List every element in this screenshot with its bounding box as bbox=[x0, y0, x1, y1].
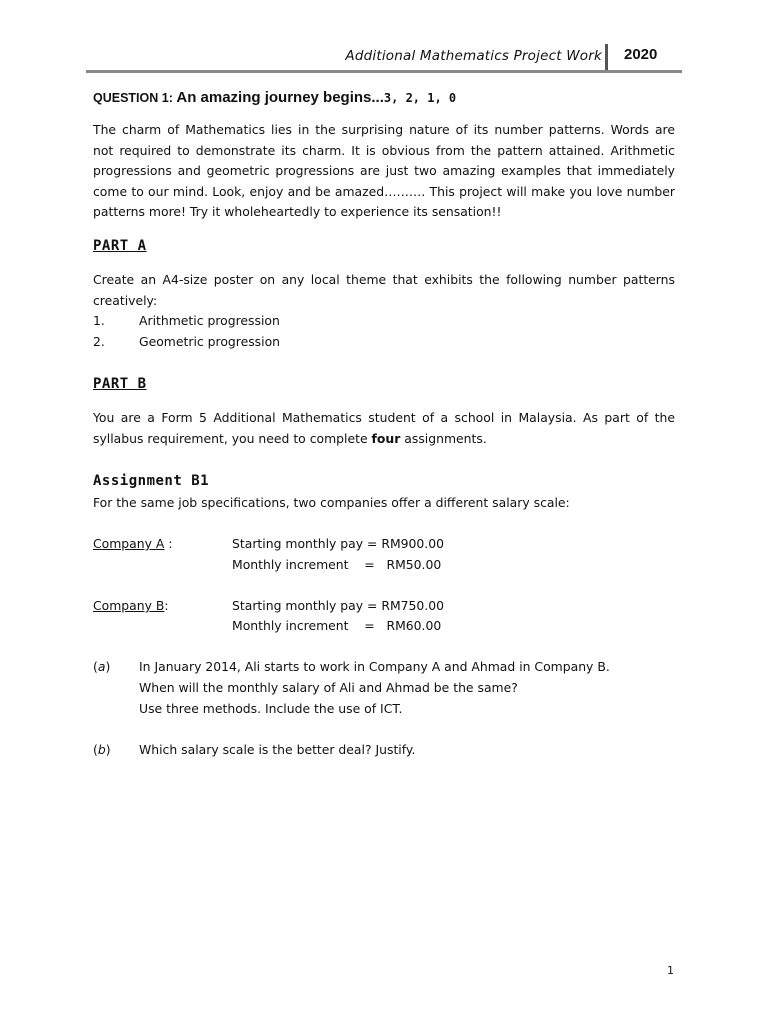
company-b-label bbox=[93, 596, 169, 617]
question-b-line: Which salary scale is the better deal? Justify. bbox=[139, 742, 416, 757]
assignment-b1-intro: For the same job specifications, two companies offer a different salary scale: bbox=[93, 495, 570, 510]
question-a-line: When will the monthly salary of Ali and Ahmad be the same? bbox=[139, 680, 518, 695]
list-item-number: 2. bbox=[93, 334, 105, 349]
part-b-line: You are a Form 5 Additional Mathematics student of a school in Malaysia. As part of the bbox=[93, 410, 675, 425]
company-b-name: Company B bbox=[93, 598, 165, 613]
company-b-increment: Monthly increment = RM60.00 bbox=[232, 618, 442, 633]
question-a-letter: a bbox=[97, 659, 106, 674]
part-b-emphasis: four bbox=[371, 430, 401, 446]
assignment-b1-heading: Assignment B1 bbox=[93, 473, 210, 489]
intro-line: patterns more! Try it wholeheartedly to experience its sensation!! bbox=[93, 204, 502, 220]
question-b-letter: b bbox=[97, 742, 106, 757]
question-label: QUESTION 1: bbox=[93, 91, 173, 105]
question-b-marker bbox=[93, 740, 139, 761]
question-a-line: Use three methods. Include the use of ICT. bbox=[139, 701, 403, 716]
question-a-close: ) bbox=[105, 659, 111, 674]
company-a-suffix: : bbox=[164, 536, 173, 551]
question-b-open: ( bbox=[93, 742, 98, 757]
list-item-text: Arithmetic progression bbox=[139, 313, 280, 328]
list-item-text: Geometric progression bbox=[139, 334, 281, 349]
part-a-heading: PART A bbox=[93, 238, 147, 254]
question-title: An amazing journey begins... bbox=[176, 89, 384, 106]
intro-line: come to our mind. Look, enjoy and be amazed………. This project will make you love number bbox=[93, 183, 675, 199]
question-heading bbox=[93, 89, 456, 106]
header-year: 2020 bbox=[624, 46, 658, 63]
header-title: Additional Mathematics Project Work bbox=[345, 48, 602, 64]
company-a-label bbox=[93, 534, 173, 555]
question-countdown: 3, 2, 1, 0 bbox=[383, 91, 457, 105]
list-item bbox=[93, 332, 280, 353]
intro-line: progressions and geometric progressions are just two amazing examples that immediately bbox=[93, 163, 675, 179]
intro-line: The charm of Mathematics lies in the surprising nature of its number patterns. Words are bbox=[93, 122, 675, 137]
company-a-name: Company A bbox=[93, 536, 165, 551]
list-item-number: 1. bbox=[93, 313, 105, 328]
part-a-line: creatively: bbox=[93, 292, 158, 308]
part-b-line-text: syllabus requirement, you need to complete bbox=[93, 430, 372, 446]
list-item bbox=[93, 311, 280, 332]
question-a-open: ( bbox=[93, 659, 98, 674]
question-a-line: In January 2014, Ali starts to work in Company A and Ahmad in Company B. bbox=[139, 659, 610, 674]
part-b-heading: PART B bbox=[93, 376, 147, 392]
part-b-line-text: assignments. bbox=[400, 430, 487, 446]
company-b-starting: Starting monthly pay = RM750.00 bbox=[232, 598, 445, 613]
company-b-suffix: : bbox=[164, 598, 169, 613]
part-a-line: Create an A4-size poster on any local theme that exhibits the following number patterns bbox=[93, 272, 675, 287]
question-b-close: ) bbox=[105, 742, 111, 757]
page-number: 1 bbox=[667, 964, 674, 977]
header-divider bbox=[605, 44, 608, 72]
part-a-text bbox=[93, 270, 675, 311]
intro-paragraph bbox=[93, 120, 675, 223]
part-b-text bbox=[93, 408, 675, 449]
header-rule bbox=[86, 70, 682, 73]
question-a-marker bbox=[93, 657, 139, 678]
part-b-line bbox=[93, 429, 675, 450]
company-a-starting: Starting monthly pay = RM900.00 bbox=[232, 536, 445, 551]
intro-line: not required to demonstrate its charm. It is obvious from the pattern attained. Arithmetic bbox=[93, 142, 675, 158]
company-a-increment: Monthly increment = RM50.00 bbox=[232, 557, 442, 572]
